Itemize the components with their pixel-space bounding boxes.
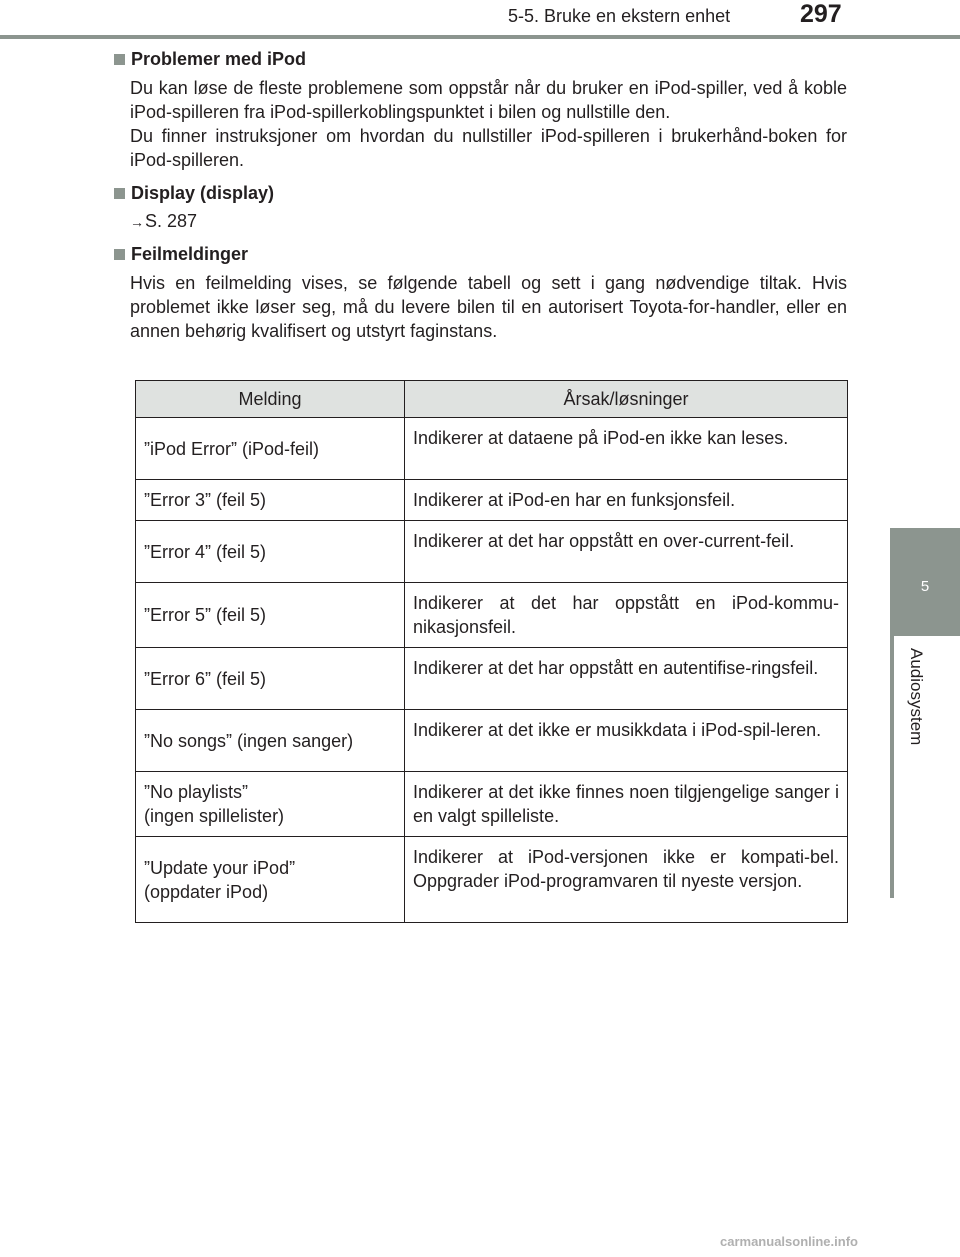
section-error-messages [112,241,847,343]
header-rule [0,35,960,39]
message-cell: ”Error 3” (feil 5) [136,480,405,521]
table-row [136,710,848,772]
table-row [136,521,848,583]
square-bullet-icon [114,188,125,199]
chapter-tab [890,528,960,636]
column-header: Årsak/løsninger [405,381,848,418]
solution-cell: Indikerer at det ikke finnes noen tilgjengelige sanger i en valgt spilleliste. [405,772,848,837]
table-header-row [136,381,848,418]
paragraph: Du finner instruksjoner om hvordan du nullstiller iPod-spilleren i brukerhånd-boken for iPod-spilleren. [130,126,847,170]
message-cell: ”Update your iPod” (oppdater iPod) [136,837,405,923]
table-row [136,418,848,480]
table-row [136,480,848,521]
message-cell: ”iPod Error” (iPod-feil) [136,418,405,480]
solution-cell: Indikerer at det har oppstått en over-current-feil. [405,521,848,583]
message-cell: ”Error 4” (feil 5) [136,521,405,583]
table-row [136,772,848,837]
section-ipod-problems [112,46,847,172]
message-cell: ”Error 5” (feil 5) [136,583,405,648]
table-row [136,648,848,710]
section-heading: Display (display) [131,183,275,203]
solution-cell: Indikerer at iPod-versjonen ikke er kompati-bel. Oppgrader iPod-programvaren til nyeste versjon. [405,837,848,923]
message-cell: ”No songs” (ingen sanger) [136,710,405,772]
solution-cell: Indikerer at det har oppstått en iPod-kommu-nikasjonsfeil. [405,583,848,648]
main-content [112,46,847,349]
table-body [136,418,848,923]
chapter-number: 5 [920,578,930,595]
column-header: Melding [136,381,405,418]
section-heading: Problemer med iPod [131,49,307,69]
paragraph: Du kan løse de fleste problemene som oppstår når du bruker en iPod-spiller, ved å koble iPod-spilleren fra iPod-spillerkoblingspunktet i bilen og nullstille den. [130,78,847,122]
table-row [136,583,848,648]
chapter-label-tab [890,636,960,898]
section-title: 5-5. Bruke en ekstern enhet [508,6,731,26]
solution-cell: Indikerer at det har oppstått en autentifise-ringsfeil. [405,648,848,710]
section-heading: Feilmeldinger [131,244,249,264]
message-cell: ”Error 6” (feil 5) [136,648,405,710]
arrow-right-icon: → [130,214,144,230]
solution-cell: Indikerer at iPod-en har en funksjonsfeil. [405,480,848,521]
chapter-label: Audiosystem [907,648,926,746]
table-row [136,837,848,923]
page-reference-text: S. 287 [145,211,198,231]
square-bullet-icon [114,54,125,65]
page-reference[interactable] [112,208,847,235]
watermark: carmanualsonline.info [720,1234,858,1249]
error-message-table [135,380,848,923]
square-bullet-icon [114,249,125,260]
paragraph: Hvis en feilmelding vises, se følgende tabell og sett i gang nødvendige tiltak. Hvis problemet ikke løser seg, må du levere bilen til en autorisert Toyota-for-handler, eller en annen behørig kvalifisert og utstyrt faginstans. [130,273,847,341]
page-number: 297 [800,0,842,28]
solution-cell: Indikerer at dataene på iPod-en ikke kan leses. [405,418,848,480]
solution-cell: Indikerer at det ikke er musikkdata i iPod-spil-leren. [405,710,848,772]
section-display [112,180,847,235]
message-cell: ”No playlists” (ingen spillelister) [136,772,405,837]
